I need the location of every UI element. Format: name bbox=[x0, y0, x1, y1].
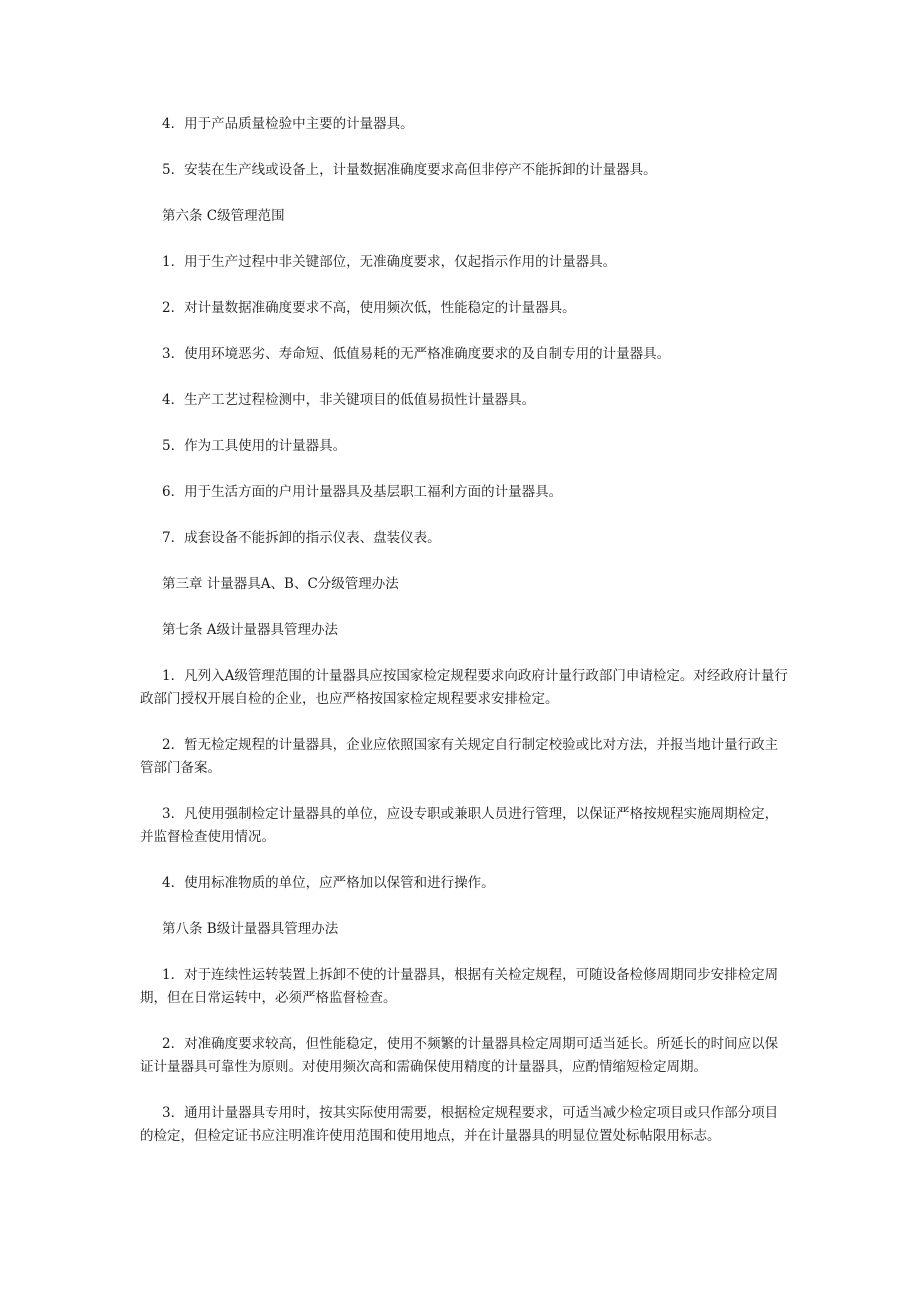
article-7-heading: 第七条 A级计量器具管理办法 bbox=[162, 622, 339, 638]
paragraph-c6: 6．用于生活方面的户用计量器具及基层职工福利方面的计量器具。 bbox=[162, 484, 563, 500]
paragraph-c1: 1．用于生产过程中非关键部位，无准确度要求，仅起指示作用的计量器具。 bbox=[162, 254, 617, 270]
paragraph-b-method-1: 1．对于连续性运转装置上拆卸不使的计量器具，根据有关检定规程，可随设备检修周期同步安排检定周期，但在日常运转中，必须严格监督检查。 bbox=[140, 967, 779, 1006]
paragraph-item-a4: 4．用于产品质量检验中主要的计量器具。 bbox=[162, 116, 414, 132]
paragraph-a-method-1: 1．凡列入A级管理范围的计量器具应按国家检定规程要求向政府计量行政部门申请检定。对经政府计量行政部门授权开展自检的企业，也应严格按国家检定规程要求安排检定。 bbox=[140, 668, 788, 707]
article-6-heading: 第六条 C级管理范围 bbox=[162, 208, 285, 224]
paragraph-a-method-3: 3．凡使用强制检定计量器具的单位，应设专职或兼职人员进行管理，以保证严格按规程实施周期检定，并监督检查使用情况。 bbox=[140, 806, 779, 845]
chapter-3-heading: 第三章 计量器具A、B、C分级管理办法 bbox=[162, 576, 399, 592]
paragraph-a-method-2: 2．暂无检定规程的计量器具，企业应依照国家有关规定自行制定校验或比对方法，并报当地计量行政主管部门备案。 bbox=[140, 737, 779, 776]
paragraph-a-method-4: 4．使用标准物质的单位，应严格加以保管和进行操作。 bbox=[162, 875, 495, 891]
paragraph-c4: 4．生产工艺过程检测中，非关键项目的低值易损性计量器具。 bbox=[162, 392, 536, 408]
paragraph-item-a5: 5．安装在生产线或设备上，计量数据准确度要求高但非停产不能拆卸的计量器具。 bbox=[162, 162, 657, 178]
paragraph-c2: 2．对计量数据准确度要求不高，使用频次低，性能稳定的计量器具。 bbox=[162, 300, 576, 316]
paragraph-b-method-2: 2．对准确度要求较高，但性能稳定，使用不频繁的计量器具检定周期可适当延长。所延长的时间应以保证计量器具可靠性为原则。对使用频次高和需确保使用精度的计量器具，应酌情缩短检定周期。 bbox=[140, 1036, 779, 1075]
paragraph-c7: 7．成套设备不能拆卸的指示仪表、盘装仪表。 bbox=[162, 530, 441, 546]
paragraph-c3: 3．使用环境恶劣、寿命短、低值易耗的无严格准确度要求的及自制专用的计量器具。 bbox=[162, 346, 671, 362]
paragraph-c5: 5．作为工具使用的计量器具。 bbox=[162, 438, 347, 454]
article-8-heading: 第八条 B级计量器具管理办法 bbox=[162, 921, 339, 937]
paragraph-b-method-3: 3．通用计量器具专用时，按其实际使用需要，根据检定规程要求，可适当减少检定项目或只作部分项目的检定，但检定证书应注明准许使用范围和使用地点，并在计量器具的明显位置处标帖限用标志。 bbox=[140, 1105, 779, 1144]
